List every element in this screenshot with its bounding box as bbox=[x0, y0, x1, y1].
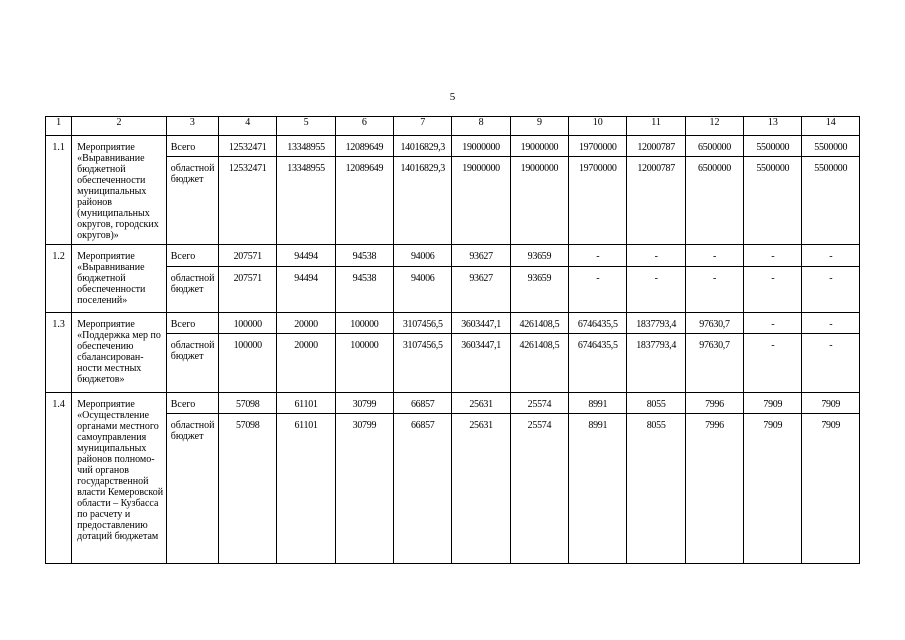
amount-cell: 94538 bbox=[335, 267, 393, 313]
amount-cell: 25574 bbox=[510, 414, 568, 564]
funding-source-label: Всего bbox=[166, 245, 218, 267]
table-row bbox=[46, 414, 860, 564]
column-header-3: 3 bbox=[166, 117, 218, 136]
amount-cell: - bbox=[685, 245, 743, 267]
column-header-4: 4 bbox=[219, 117, 277, 136]
amount-cell: 1837793,4 bbox=[627, 313, 685, 334]
amount-cell: 100000 bbox=[219, 313, 277, 334]
table-row bbox=[46, 136, 860, 157]
amount-cell: - bbox=[802, 245, 860, 267]
amount-cell: 19700000 bbox=[569, 157, 627, 245]
amount-cell: 19000000 bbox=[452, 136, 510, 157]
table-row bbox=[46, 393, 860, 414]
amount-cell: 12532471 bbox=[219, 157, 277, 245]
amount-cell: 5500000 bbox=[744, 136, 802, 157]
amount-cell: 6746435,5 bbox=[569, 334, 627, 393]
amount-cell: 66857 bbox=[394, 414, 452, 564]
amount-cell: 3107456,5 bbox=[394, 313, 452, 334]
amount-cell: 6746435,5 bbox=[569, 313, 627, 334]
funding-source-label: Всего bbox=[166, 313, 218, 334]
amount-cell: - bbox=[744, 267, 802, 313]
amount-cell: 14016829,3 bbox=[394, 136, 452, 157]
page-number: 5 bbox=[449, 91, 456, 103]
amount-cell: 12000787 bbox=[627, 157, 685, 245]
column-header-13: 13 bbox=[744, 117, 802, 136]
amount-cell: 207571 bbox=[219, 267, 277, 313]
table-row bbox=[46, 313, 860, 334]
row-number: 1.2 bbox=[46, 245, 72, 313]
amount-cell: 57098 bbox=[219, 393, 277, 414]
amount-cell: 12089649 bbox=[335, 157, 393, 245]
funding-source-label: областной бюджет bbox=[166, 157, 218, 245]
amount-cell: 5500000 bbox=[802, 157, 860, 245]
amount-cell: 100000 bbox=[335, 313, 393, 334]
amount-cell: 7909 bbox=[802, 414, 860, 564]
amount-cell: - bbox=[569, 245, 627, 267]
amount-cell: 13348955 bbox=[277, 136, 335, 157]
amount-cell: - bbox=[744, 313, 802, 334]
amount-cell: 4261408,5 bbox=[510, 313, 568, 334]
activity-name: Мероприятие «Поддержка мер по обеспечению сбалансирован-ности местных бюджетов» bbox=[72, 313, 167, 393]
amount-cell: 12089649 bbox=[335, 136, 393, 157]
amount-cell: 7996 bbox=[685, 393, 743, 414]
column-header-9: 9 bbox=[510, 117, 568, 136]
amount-cell: 12532471 bbox=[219, 136, 277, 157]
amount-cell: - bbox=[802, 267, 860, 313]
amount-cell: 8055 bbox=[627, 414, 685, 564]
amount-cell: 3603447,1 bbox=[452, 334, 510, 393]
amount-cell: 7909 bbox=[802, 393, 860, 414]
amount-cell: - bbox=[569, 267, 627, 313]
table-row bbox=[46, 245, 860, 267]
budget-table bbox=[45, 116, 860, 564]
column-header-1: 1 bbox=[46, 117, 72, 136]
amount-cell: 12000787 bbox=[627, 136, 685, 157]
column-header-2: 2 bbox=[72, 117, 167, 136]
amount-cell: 8055 bbox=[627, 393, 685, 414]
header-row bbox=[46, 117, 860, 136]
row-number: 1.4 bbox=[46, 393, 72, 564]
amount-cell: 7996 bbox=[685, 414, 743, 564]
amount-cell: 19000000 bbox=[510, 136, 568, 157]
activity-name: Мероприятие «Осуществление органами местного самоуправления муниципальных районов полномо-чий органов государственной власти Кемеровской области – Кузбасса по расчету и предоставлению дотаций бюджетам bbox=[72, 393, 167, 564]
amount-cell: 4261408,5 bbox=[510, 334, 568, 393]
amount-cell: 93627 bbox=[452, 267, 510, 313]
column-header-14: 14 bbox=[802, 117, 860, 136]
amount-cell: 94494 bbox=[277, 245, 335, 267]
funding-source-label: областной бюджет bbox=[166, 334, 218, 393]
amount-cell: 94006 bbox=[394, 267, 452, 313]
amount-cell: 61101 bbox=[277, 393, 335, 414]
amount-cell: 3107456,5 bbox=[394, 334, 452, 393]
column-header-8: 8 bbox=[452, 117, 510, 136]
amount-cell: 61101 bbox=[277, 414, 335, 564]
amount-cell: 19700000 bbox=[569, 136, 627, 157]
amount-cell: - bbox=[802, 334, 860, 393]
amount-cell: 7909 bbox=[744, 414, 802, 564]
amount-cell: - bbox=[627, 267, 685, 313]
amount-cell: 7909 bbox=[744, 393, 802, 414]
column-header-5: 5 bbox=[277, 117, 335, 136]
amount-cell: 3603447,1 bbox=[452, 313, 510, 334]
row-number: 1.3 bbox=[46, 313, 72, 393]
amount-cell: 14016829,3 bbox=[394, 157, 452, 245]
amount-cell: - bbox=[744, 245, 802, 267]
amount-cell: 30799 bbox=[335, 414, 393, 564]
activity-name: Мероприятие «Выравнивание бюджетной обеспеченности муниципальных районов (муниципальных округов, городских округов)» bbox=[72, 136, 167, 245]
amount-cell: 94538 bbox=[335, 245, 393, 267]
funding-source-label: Всего bbox=[166, 136, 218, 157]
amount-cell: 93659 bbox=[510, 267, 568, 313]
amount-cell: 94494 bbox=[277, 267, 335, 313]
amount-cell: 8991 bbox=[569, 414, 627, 564]
table-row bbox=[46, 334, 860, 393]
amount-cell: 207571 bbox=[219, 245, 277, 267]
funding-source-label: Всего bbox=[166, 393, 218, 414]
amount-cell: 93627 bbox=[452, 245, 510, 267]
row-number: 1.1 bbox=[46, 136, 72, 245]
amount-cell: 25631 bbox=[452, 393, 510, 414]
amount-cell: 25631 bbox=[452, 414, 510, 564]
amount-cell: 13348955 bbox=[277, 157, 335, 245]
activity-name: Мероприятие «Выравнивание бюджетной обеспеченности поселений» bbox=[72, 245, 167, 313]
funding-source-label: областной бюджет bbox=[166, 267, 218, 313]
amount-cell: - bbox=[685, 267, 743, 313]
amount-cell: 1837793,4 bbox=[627, 334, 685, 393]
amount-cell: 57098 bbox=[219, 414, 277, 564]
amount-cell: 97630,7 bbox=[685, 313, 743, 334]
amount-cell: 19000000 bbox=[510, 157, 568, 245]
amount-cell: 20000 bbox=[277, 313, 335, 334]
amount-cell: 100000 bbox=[219, 334, 277, 393]
column-header-6: 6 bbox=[335, 117, 393, 136]
funding-source-label: областной бюджет bbox=[166, 414, 218, 564]
amount-cell: 6500000 bbox=[685, 157, 743, 245]
amount-cell: 8991 bbox=[569, 393, 627, 414]
amount-cell: 94006 bbox=[394, 245, 452, 267]
amount-cell: 100000 bbox=[335, 334, 393, 393]
column-header-12: 12 bbox=[685, 117, 743, 136]
column-header-7: 7 bbox=[394, 117, 452, 136]
amount-cell: 19000000 bbox=[452, 157, 510, 245]
amount-cell: - bbox=[744, 334, 802, 393]
column-header-10: 10 bbox=[569, 117, 627, 136]
amount-cell: - bbox=[802, 313, 860, 334]
amount-cell: 97630,7 bbox=[685, 334, 743, 393]
amount-cell: 93659 bbox=[510, 245, 568, 267]
amount-cell: 6500000 bbox=[685, 136, 743, 157]
amount-cell: 30799 bbox=[335, 393, 393, 414]
amount-cell: 5500000 bbox=[744, 157, 802, 245]
amount-cell: - bbox=[627, 245, 685, 267]
table-row bbox=[46, 267, 860, 313]
table-row bbox=[46, 157, 860, 245]
column-header-11: 11 bbox=[627, 117, 685, 136]
amount-cell: 20000 bbox=[277, 334, 335, 393]
amount-cell: 25574 bbox=[510, 393, 568, 414]
amount-cell: 5500000 bbox=[802, 136, 860, 157]
amount-cell: 66857 bbox=[394, 393, 452, 414]
